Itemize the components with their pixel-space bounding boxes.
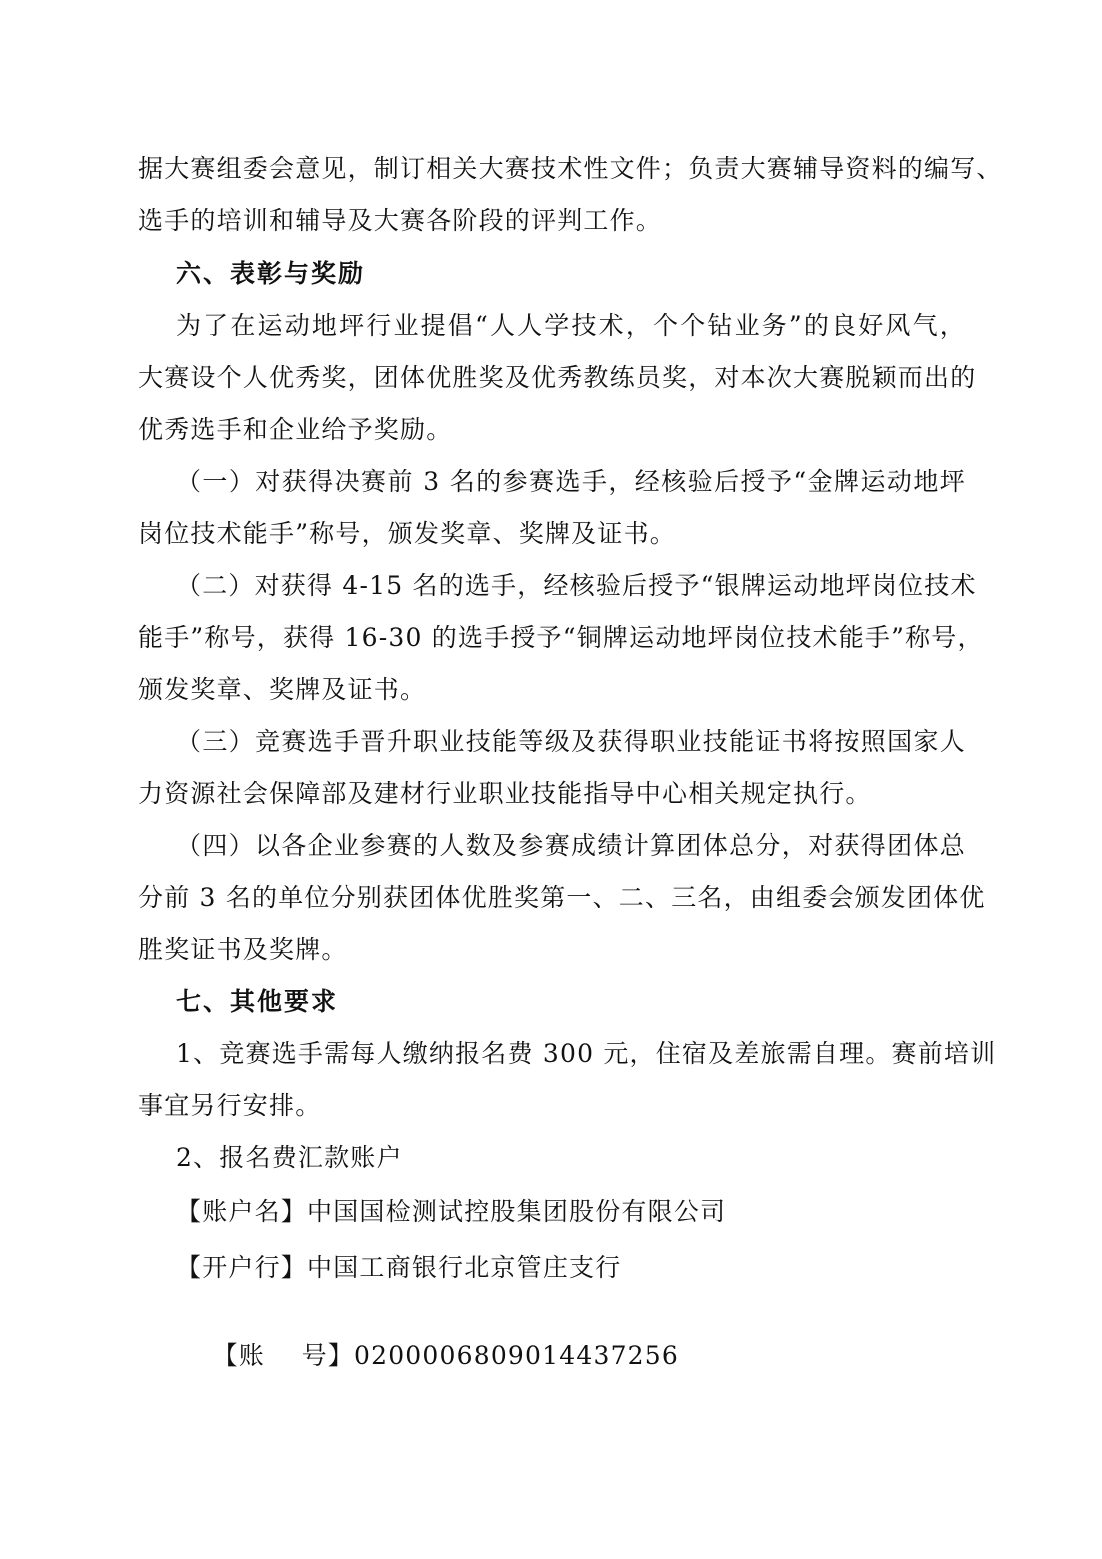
paragraph-line: 选手的培训和辅导及大赛各阶段的评判工作。: [138, 206, 663, 235]
paragraph-line: （三）竞赛选手晋升职业技能等级及获得职业技能证书将按照国家人: [176, 727, 966, 756]
account-number-value: 0200006809014437256: [353, 1341, 679, 1370]
paragraph-line: 1、竞赛选手需每人缴纳报名费 300 元，住宿及差旅需自理。赛前培训: [176, 1039, 997, 1068]
paragraph-line: 为了在运动地坪行业提倡“人人学技术，个个钻业务”的良好风气，: [176, 311, 966, 340]
paragraph-line: （一）对获得决赛前 3 名的参赛选手，经核验后授予“金牌运动地坪: [176, 467, 966, 496]
section-heading-other: 七、其他要求: [176, 987, 339, 1016]
paragraph-line: （二）对获得 4-15 名的选手，经核验后授予“银牌运动地坪岗位技术: [176, 571, 977, 600]
account-name-row: [176, 1195, 966, 1229]
paragraph-line: 岗位技术能手”称号，颁发奖章、奖牌及证书。: [138, 519, 676, 548]
paragraph-line: 胜奖证书及奖牌。: [138, 935, 348, 964]
account-bank-label: 【开户行】: [176, 1253, 308, 1282]
paragraph-line: 2、报名费汇款账户: [176, 1143, 403, 1172]
paragraph-line: 能手”称号，获得 16-30 的选手授予“铜牌运动地坪岗位技术能手”称号，: [138, 623, 984, 652]
paragraph-line: 事宜另行安排。: [138, 1091, 322, 1120]
paragraph-line: 据大赛组委会意见，制订相关大赛技术性文件；负责大赛辅导资料的编写、: [138, 154, 1003, 183]
account-bank-value: 中国工商银行北京管庄支行: [307, 1253, 622, 1282]
account-number-label: 【账 号】: [212, 1341, 354, 1370]
section-heading-awards: 六、表彰与奖励: [176, 259, 366, 288]
account-name-value: 中国国检测试控股集团股份有限公司: [307, 1197, 727, 1226]
paragraph-line: 大赛设个人优秀奖，团体优胜奖及优秀教练员奖，对本次大赛脱颖而出的: [138, 363, 977, 392]
paragraph-line: 颁发奖章、奖牌及证书。: [138, 675, 427, 704]
account-name-label: 【账户名】: [176, 1197, 308, 1226]
paragraph-line: 力资源社会保障部及建材行业职业技能指导中心相关规定执行。: [138, 779, 872, 808]
account-bank-row: [176, 1251, 966, 1285]
paragraph-line: （四）以各企业参赛的人数及参赛成绩计算团体总分，对获得团体总: [176, 831, 966, 860]
paragraph-line: 分前 3 名的单位分别获团体优胜奖第一、二、三名，由组委会颁发团体优: [138, 883, 986, 912]
account-number-row: [176, 1305, 966, 1407]
paragraph-line: 优秀选手和企业给予奖励。: [138, 415, 453, 444]
